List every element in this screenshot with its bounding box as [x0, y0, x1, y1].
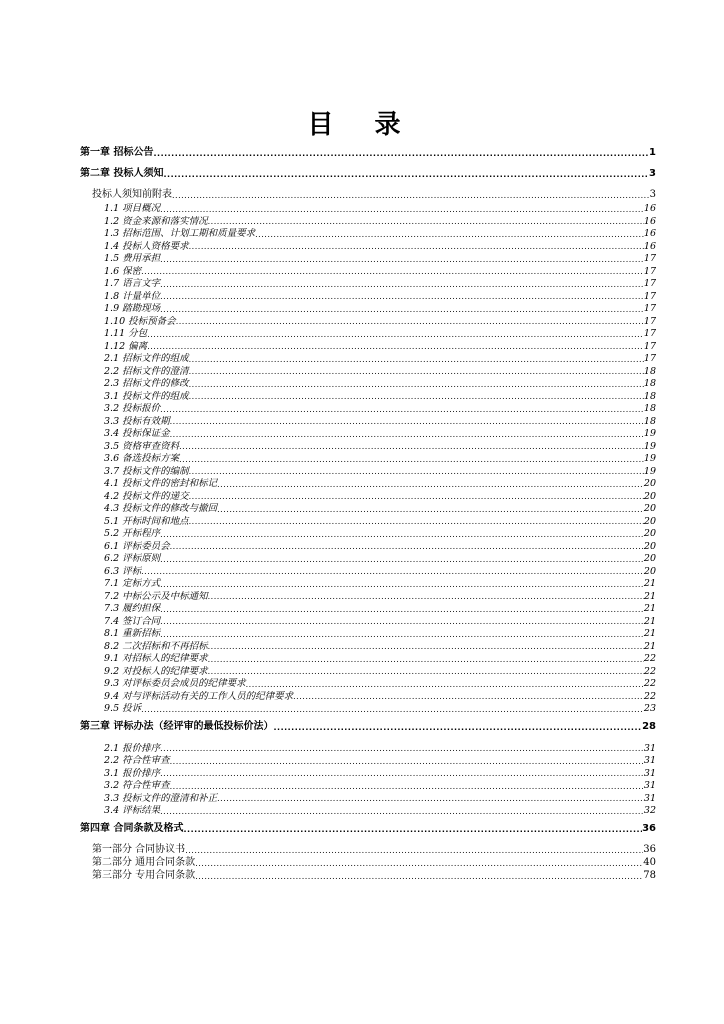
toc-page-number: 19 [643, 440, 656, 451]
toc-entry[interactable] [80, 639, 656, 652]
toc-entry[interactable] [80, 651, 656, 664]
toc-entry-title: 3.3 投标文件的澄清和补正 [104, 792, 218, 803]
toc-entry-title: 1.8 计量单位 [104, 290, 161, 301]
toc-dot-leader [160, 293, 644, 301]
toc-entry-title: 3.7 投标文件的编制 [104, 465, 189, 476]
toc-entry-title: 5.1 开标时间和地点 [104, 515, 189, 526]
toc-entry[interactable] [80, 539, 656, 552]
toc-entry[interactable] [80, 676, 656, 689]
toc-entry-title: 3.6 备选投标方案 [104, 453, 180, 464]
toc-entry[interactable] [80, 389, 656, 402]
toc-page-number: 16 [643, 240, 656, 251]
toc-entry-title: 1.4 投标人资格要求 [104, 240, 189, 251]
toc-page-number: 21 [643, 615, 656, 626]
toc-entry-title: 3.4 评标结果 [104, 805, 161, 816]
toc-entry[interactable] [80, 843, 656, 855]
toc-dot-leader [170, 783, 644, 791]
toc-page-number: 21 [643, 578, 656, 589]
toc-dot-leader [160, 606, 644, 614]
toc-page-number: 23 [643, 703, 656, 714]
toc-dot-leader [189, 468, 644, 476]
toc-page-number: 21 [643, 628, 656, 639]
toc-entry[interactable] [80, 701, 656, 714]
toc-entry-title: 2.2 招标文件的澄清 [104, 365, 189, 376]
toc-dot-leader [195, 873, 643, 881]
toc-page-number: 22 [643, 665, 656, 676]
toc-page-number: 19 [643, 453, 656, 464]
toc-entry[interactable] [80, 869, 656, 881]
toc-dot-leader [189, 393, 644, 401]
toc-entry-title: 6.1 评标委员会 [104, 540, 170, 551]
toc-dot-leader [189, 518, 644, 526]
toc-dot-leader [160, 406, 644, 414]
toc-dot-leader [160, 306, 644, 314]
toc-dot-leader [160, 581, 644, 589]
toc-dot-leader [208, 656, 644, 664]
toc-entry[interactable] [80, 376, 656, 389]
toc-entry[interactable] [80, 451, 656, 464]
toc-dot-leader [179, 443, 644, 451]
toc-entry[interactable] [80, 778, 656, 791]
toc-page-number: 20 [643, 478, 656, 489]
toc-page-number: 22 [643, 653, 656, 664]
toc-entry[interactable] [80, 589, 656, 602]
toc-entry[interactable] [80, 489, 656, 502]
toc-entry-title: 2.2 符合性审查 [104, 755, 170, 766]
toc-dot-leader [189, 368, 644, 376]
toc-dot-leader [160, 556, 644, 564]
toc-page-number: 28 [642, 720, 656, 732]
toc-entry[interactable] [80, 526, 656, 539]
toc-entry-title: 1.9 踏勘现场 [104, 303, 161, 314]
toc-page-number: 3 [649, 189, 656, 200]
toc-page-number: 21 [643, 603, 656, 614]
toc-dot-leader [273, 724, 642, 732]
toc-entry-title: 第三章 评标办法（经评审的最低投标价法） [80, 720, 274, 732]
toc-dot-leader [189, 243, 644, 251]
toc-dot-leader [153, 150, 649, 158]
toc-page-number: 20 [643, 490, 656, 501]
toc-page-number: 17 [643, 353, 656, 364]
toc-entry-title: 1.1 项目概况 [104, 203, 161, 214]
toc-entry-title: 第二章 投标人须知 [80, 168, 164, 179]
toc-entry[interactable] [80, 188, 656, 200]
toc-entry[interactable] [80, 753, 656, 766]
toc-page-number: 36 [643, 843, 656, 855]
toc-page-number: 31 [643, 742, 656, 753]
toc-entry-title: 3.2 符合性审查 [104, 780, 170, 791]
toc-entry[interactable] [80, 626, 656, 639]
toc-entry[interactable] [80, 576, 656, 589]
toc-dot-leader [208, 643, 644, 651]
toc-page-number: 17 [643, 303, 656, 314]
toc-entry[interactable] [80, 426, 656, 439]
page-title: 目 录 [307, 110, 417, 140]
toc-page-number: 31 [643, 792, 656, 803]
toc-page-number: 17 [643, 278, 656, 289]
toc-dot-leader [160, 631, 644, 639]
toc-chapter-entry[interactable] [80, 720, 656, 732]
toc-entry-title: 1.3 招标范围、计划工期和质量要求 [104, 228, 256, 239]
toc-entry[interactable] [80, 326, 656, 339]
toc-entry-title: 4.1 投标文件的密封和标记 [104, 478, 218, 489]
toc-dot-leader [147, 343, 644, 351]
toc-entry[interactable] [80, 514, 656, 527]
toc-page-number: 17 [643, 340, 656, 351]
toc-page-number: 19 [643, 428, 656, 439]
toc-entry[interactable] [80, 401, 656, 414]
toc-entry[interactable] [80, 766, 656, 779]
toc-dot-leader [160, 256, 644, 264]
toc-dot-leader [217, 481, 644, 489]
toc-entry-title: 7.2 中标公示及中标通知 [104, 590, 208, 601]
toc-dot-leader [147, 331, 644, 339]
toc-dot-leader [195, 860, 643, 868]
toc-dot-leader [160, 281, 644, 289]
toc-entry[interactable] [80, 614, 656, 627]
toc-page-number: 16 [643, 203, 656, 214]
toc-entry-title: 9.2 对投标人的纪律要求 [104, 665, 208, 676]
toc-entry-title: 8.2 二次招标和不再招标 [104, 640, 208, 651]
toc-dot-leader [141, 568, 644, 576]
toc-entry-title: 8.1 重新招标 [104, 628, 161, 639]
toc-page-number: 17 [643, 265, 656, 276]
toc-page-number: 20 [643, 515, 656, 526]
toc-page-number: 19 [643, 465, 656, 476]
toc-entry[interactable] [80, 264, 656, 277]
toc-dot-leader [189, 356, 644, 364]
toc-entry-title: 1.10 投标预备会 [104, 315, 176, 326]
toc-dot-leader [160, 808, 644, 816]
toc-entry[interactable] [80, 414, 656, 427]
toc-dot-leader [183, 826, 642, 834]
toc-dot-leader [208, 218, 644, 226]
toc-entry-title: 7.1 定标方式 [104, 578, 161, 589]
toc-entry-title: 4.2 投标文件的递交 [104, 490, 189, 501]
toc-entry[interactable] [80, 664, 656, 677]
toc-entry[interactable] [80, 289, 656, 302]
toc-entry[interactable] [80, 314, 656, 327]
toc-entry[interactable] [80, 251, 656, 264]
toc-dot-leader [170, 758, 644, 766]
toc-page-number: 20 [643, 528, 656, 539]
toc-entry-title: 3.1 投标文件的组成 [104, 390, 189, 401]
toc-entry[interactable] [80, 476, 656, 489]
toc-entry-title: 1.2 资金来源和落实情况 [104, 215, 208, 226]
toc-entry-title: 1.7 语言文字 [104, 278, 161, 289]
toc-page-number: 18 [643, 415, 656, 426]
toc-dot-leader [217, 506, 644, 514]
toc-dot-leader [208, 668, 644, 676]
toc-dot-leader [160, 618, 644, 626]
toc-entry-title: 9.1 对招标人的纪律要求 [104, 653, 208, 664]
toc-page-number: 20 [643, 553, 656, 564]
toc-page-number: 40 [643, 856, 656, 868]
toc-entry[interactable] [80, 239, 656, 252]
toc-entry[interactable] [80, 276, 656, 289]
toc-chapter-entry[interactable] [80, 167, 656, 179]
toc-entry[interactable] [80, 551, 656, 564]
toc-entry-title: 第一章 招标公告 [80, 147, 154, 158]
toc-dot-leader [160, 206, 644, 214]
toc-entry-title: 3.1 报价排序 [104, 767, 161, 778]
toc-entry[interactable] [80, 226, 656, 239]
toc-dot-leader [141, 268, 644, 276]
toc-entry-title: 9.5 投诉 [104, 703, 142, 714]
toc-page-number: 32 [643, 805, 656, 816]
toc-page-number: 36 [642, 822, 656, 834]
toc-page-number: 21 [643, 640, 656, 651]
toc-page-number: 20 [643, 565, 656, 576]
toc-entry-title: 1.5 费用承担 [104, 253, 161, 264]
toc-dot-leader [255, 231, 644, 239]
toc-dot-leader [185, 847, 643, 855]
toc-page-number: 78 [643, 869, 656, 881]
toc-dot-leader [189, 381, 644, 389]
toc-entry[interactable] [80, 201, 656, 214]
toc-page-number: 31 [643, 767, 656, 778]
toc-page-number: 17 [643, 253, 656, 264]
toc-dot-leader [163, 171, 649, 179]
toc-entry[interactable] [80, 464, 656, 477]
toc-dot-leader [217, 795, 644, 803]
toc-dot-leader [172, 192, 650, 200]
toc-page-number: 22 [643, 690, 656, 701]
toc-dot-leader [189, 493, 644, 501]
toc-entry-title: 第四章 合同条款及格式 [80, 822, 184, 834]
toc-entry-title: 7.4 签订合同 [104, 615, 161, 626]
toc-page-number: 18 [643, 365, 656, 376]
toc-page-number: 16 [643, 228, 656, 239]
toc-entry-title: 7.3 履约担保 [104, 603, 161, 614]
toc-page-number: 21 [643, 590, 656, 601]
toc-page-number: 18 [643, 390, 656, 401]
toc-page-number: 16 [643, 215, 656, 226]
toc-entry[interactable] [80, 364, 656, 377]
toc-entry[interactable] [80, 339, 656, 352]
toc-dot-leader [246, 681, 644, 689]
toc-entry[interactable] [80, 856, 656, 868]
toc-entry[interactable] [80, 689, 656, 702]
toc-page-number: 18 [643, 378, 656, 389]
toc-page-number: 31 [643, 780, 656, 791]
toc-page-number: 1 [649, 147, 656, 158]
toc-entry-title: 2.1 招标文件的组成 [104, 353, 189, 364]
toc-entry-title: 2.3 招标文件的修改 [104, 378, 189, 389]
toc-entry-title: 投标人须知前附表 [92, 189, 172, 200]
toc-entry[interactable] [80, 601, 656, 614]
toc-entry-title: 3.4 投标保证金 [104, 428, 170, 439]
toc-page-number: 20 [643, 503, 656, 514]
toc-page-number: 3 [649, 168, 656, 179]
toc-dot-leader [170, 431, 644, 439]
toc-entry[interactable] [80, 501, 656, 514]
toc-entry-title: 1.11 分包 [104, 328, 148, 339]
toc-entry[interactable] [80, 439, 656, 452]
toc-dot-leader [160, 531, 644, 539]
toc-entry[interactable] [80, 803, 656, 816]
toc-entry[interactable] [80, 351, 656, 364]
toc-dot-leader [293, 693, 644, 701]
toc-page-number: 17 [643, 290, 656, 301]
toc-entry[interactable] [80, 301, 656, 314]
toc-dot-leader [170, 543, 644, 551]
toc-dot-leader [179, 456, 644, 464]
toc-page-number: 17 [643, 315, 656, 326]
toc-entry-title: 第一部分 合同协议书 [92, 843, 186, 855]
toc-page-number: 18 [643, 403, 656, 414]
toc-entry[interactable] [80, 564, 656, 577]
toc-entry-title: 3.5 资格审查资料 [104, 440, 180, 451]
toc-page-number: 22 [643, 678, 656, 689]
toc-dot-leader [160, 770, 644, 778]
toc-dot-leader [208, 593, 644, 601]
toc-dot-leader [170, 418, 644, 426]
toc-entry-title: 第三部分 专用合同条款 [92, 869, 196, 881]
toc-entry-title: 3.3 投标有效期 [104, 415, 170, 426]
toc-page-number: 20 [643, 540, 656, 551]
toc-entry[interactable] [80, 214, 656, 227]
toc-dot-leader [176, 318, 644, 326]
toc-entry-title: 3.2 投标报价 [104, 403, 161, 414]
toc-entry-title: 1.12 偏离 [104, 340, 148, 351]
toc-entry-title: 1.6 保密 [104, 265, 142, 276]
toc-chapter-entry[interactable] [80, 822, 656, 834]
toc-entry-title: 9.3 对评标委员会成员的纪律要求 [104, 678, 246, 689]
toc-entry-title: 9.4 对与评标活动有关的工作人员的纪律要求 [104, 690, 294, 701]
toc-entry-title: 第二部分 通用合同条款 [92, 856, 196, 868]
toc-entry-title: 2.1 报价排序 [104, 742, 161, 753]
table-of-contents [80, 146, 656, 882]
toc-dot-leader [160, 745, 644, 753]
toc-entry-title: 4.3 投标文件的修改与撤回 [104, 503, 218, 514]
toc-entry-title: 6.2 评标原则 [104, 553, 161, 564]
toc-chapter-entry[interactable] [80, 146, 656, 158]
toc-dot-leader [141, 706, 644, 714]
toc-entry-title: 5.2 开标程序 [104, 528, 161, 539]
toc-page-number: 17 [643, 328, 656, 339]
toc-entry-title: 6.3 评标 [104, 565, 142, 576]
toc-entry[interactable] [80, 791, 656, 804]
toc-page-number: 31 [643, 755, 656, 766]
toc-entry[interactable] [80, 741, 656, 754]
